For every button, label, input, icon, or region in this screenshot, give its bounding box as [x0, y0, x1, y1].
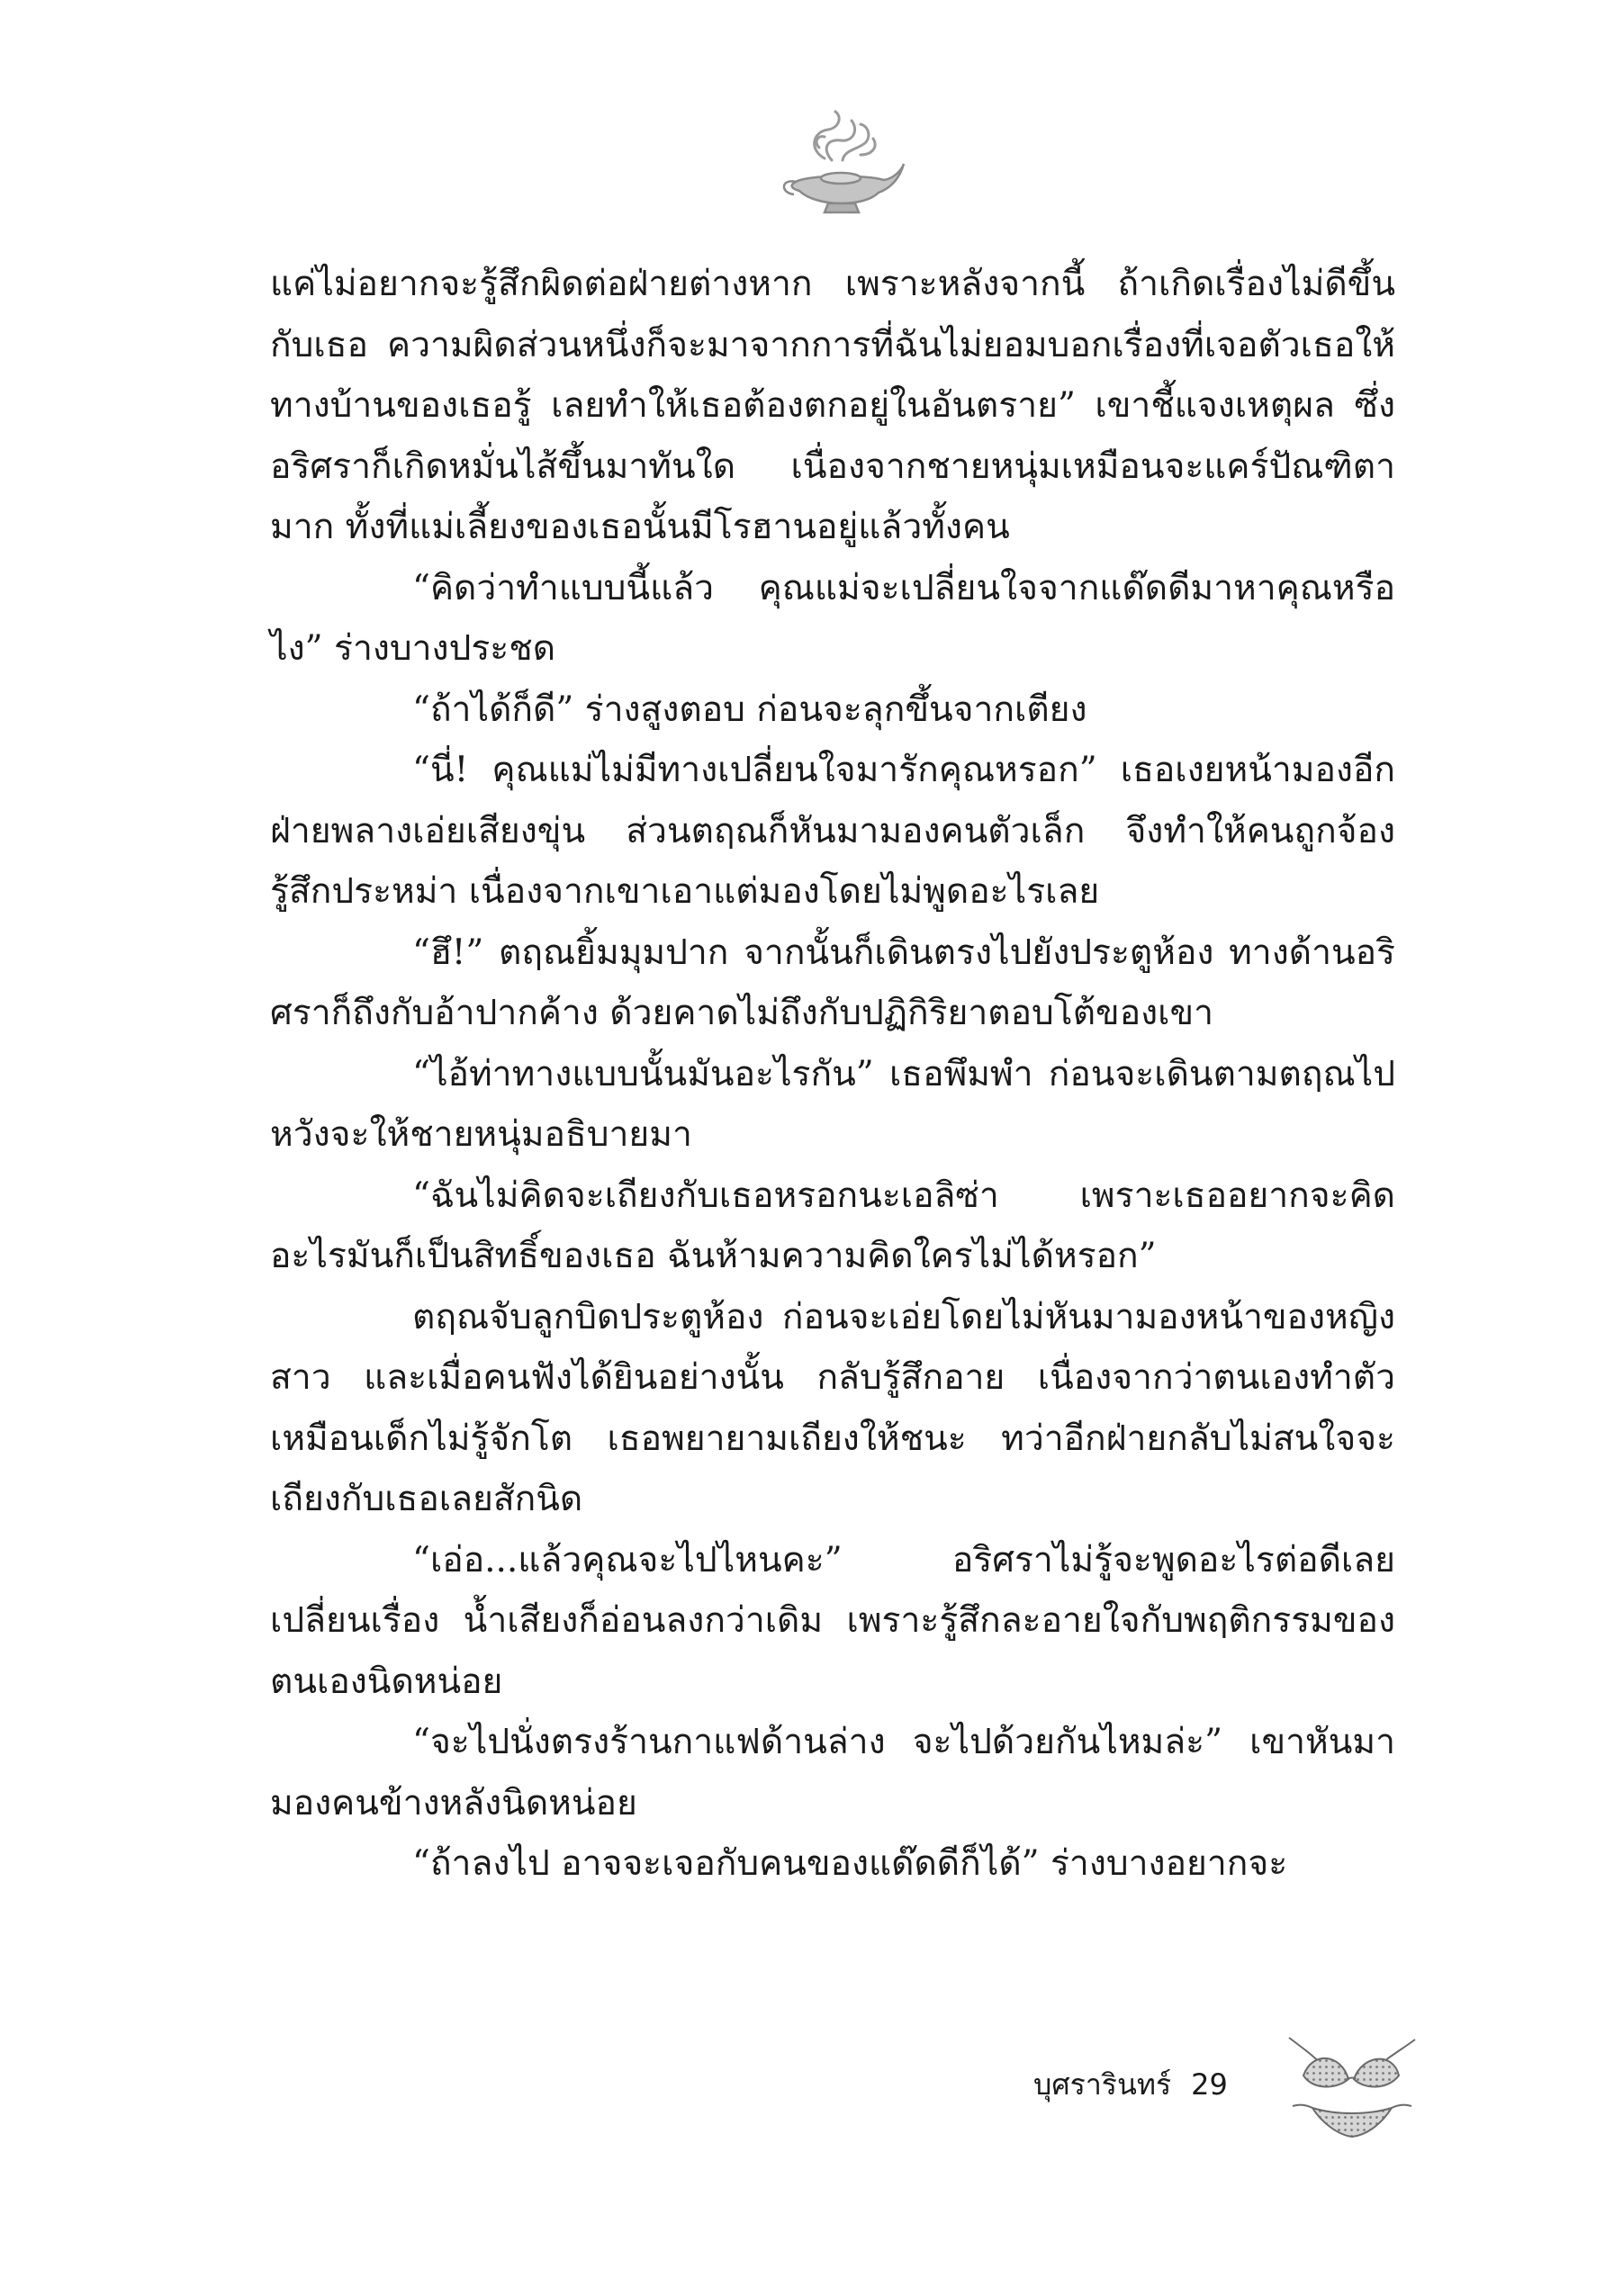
page-footer — [1033, 2062, 1228, 2108]
paragraph: “นี่! คุณแม่ไม่มีทางเปลี่ยนใจมารักคุณหรอก” เธอเงยหน้ามองอีกฝ่ายพลางเอ่ยเสียงขุ่น ส่วนตฤณก็หันมามองคนตัวเล็ก จึงทำให้คนถูกจ้องรู้สึกประหม่า เนื่องจากเขาเอาแต่มองโดยไม่พูดอะไรเลย — [270, 750, 1395, 912]
genie-lamp-icon — [772, 106, 907, 223]
paragraph: “จะไปนั่งตรงร้านกาแฟด้านล่าง จะไปด้วยกันไหมล่ะ” เขาหันมามองคนข้างหลังนิดหน่อย — [270, 1722, 1395, 1823]
bikini-icon — [1285, 2032, 1419, 2142]
author-name: บุศรารินทร์ — [1033, 2067, 1172, 2102]
paragraph: ตฤณจับลูกบิดประตูห้อง ก่อนจะเอ่ยโดยไม่หันมามองหน้าของหญิงสาว และเมื่อคนฟังได้ยินอย่างนั้น กลับรู้สึกอาย เนื่องจากว่าตนเองทำตัวเหมือนเด็กไม่รู้จักโต เธอพยายามเถียงให้ชนะ ทว่าอีกฝ่ายกลับไม่สนใจจะเถียงกับเธอเลยสักนิด — [270, 1296, 1395, 1519]
paragraph: “เอ่อ...แล้วคุณจะไปไหนคะ” อริศราไม่รู้จะพูดอะไรต่อดีเลยเปลี่ยนเรื่อง น้ำเสียงก็อ่อนลงกว่าเดิม เพราะรู้สึกละอายใจกับพฤติกรรมของตนเองนิดหน่อย — [270, 1539, 1395, 1702]
paragraph: “ไอ้ท่าทางแบบนั้นมันอะไรกัน” เธอพึมพำ ก่อนจะเดินตามตฤณไป หวังจะให้ชายหนุ่มอธิบายมา — [270, 1053, 1395, 1155]
paragraph: แค่ไม่อยากจะรู้สึกผิดต่อฝ่ายต่างหาก เพราะหลังจากนี้ ถ้าเกิดเรื่องไม่ดีขึ้นกับเธอ ความผิดส่วนหนึ่งก็จะมาจากการที่ฉันไม่ยอมบอกเรื่องที่เจอตัวเธอให้ทางบ้านของเธอรู้ เลยทำให้เธอต้องตกอยู่ในอันตราย” เขาชี้แจงเหตุผล ซึ่งอริศราก็เกิดหมั่นไส้ขึ้นมาทันใด เนื่องจากชายหนุ่มเหมือนจะแคร์ปัณฑิตามาก ทั้งที่แม่เลี้ยงของเธอนั้นมีโรฮานอยู่แล้วทั้งคน — [270, 264, 1395, 547]
chapter-text — [270, 254, 1395, 1895]
paragraph: “ถ้าลงไป อาจจะเจอกับคนของแด๊ดดีก็ได้” ร่างบางอยากจะ — [412, 1843, 1288, 1884]
page-number: 29 — [1191, 2067, 1228, 2102]
paragraph: “ถ้าได้ก็ดี” ร่างสูงตอบ ก่อนจะลุกขึ้นจากเตียง — [412, 689, 1087, 730]
paragraph: “ฉันไม่คิดจะเถียงกับเธอหรอกนะเอลิซ่า เพราะเธออยากจะคิดอะไรมันก็เป็นสิทธิ์ของเธอ ฉันห้ามความคิดใครไม่ได้หรอก” — [270, 1175, 1395, 1276]
paragraph: “คิดว่าทำแบบนี้แล้ว คุณแม่จะเปลี่ยนใจจากแด๊ดดีมาหาคุณหรือไง” ร่างบางประชด — [270, 567, 1395, 669]
paragraph: “ฮึ!” ตฤณยิ้มมุมปาก จากนั้นก็เดินตรงไปยังประตูห้อง ทางด้านอริศราก็ถึงกับอ้าปากค้าง ด้วยคาดไม่ถึงกับปฏิกิริยาตอบโต้ของเขา — [270, 932, 1395, 1033]
